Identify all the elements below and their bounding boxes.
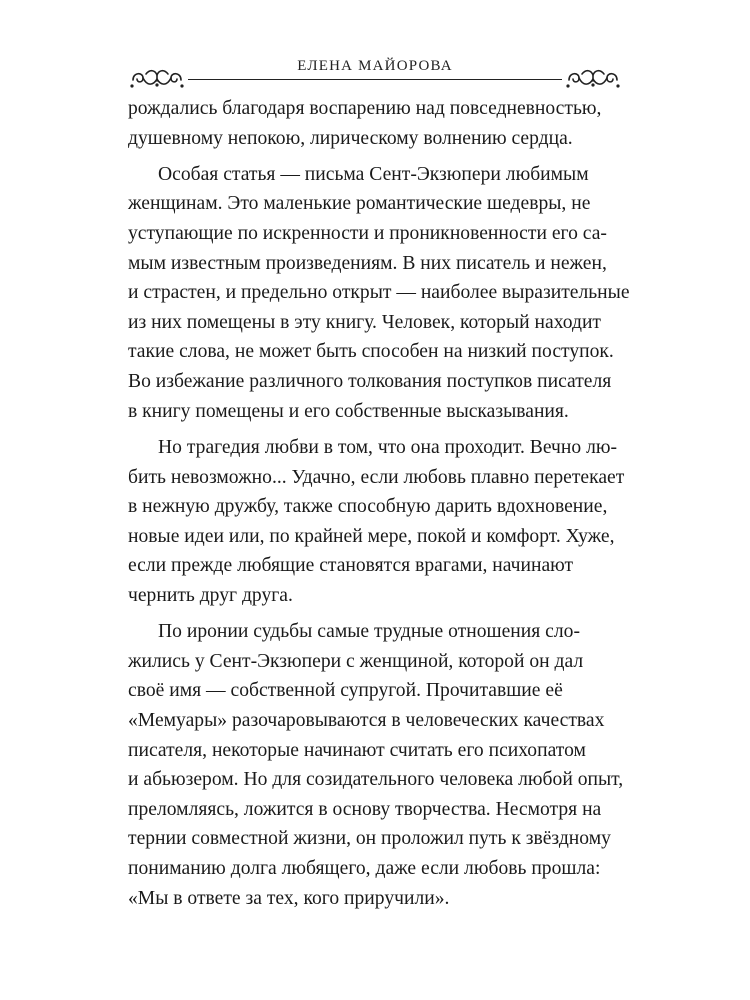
paragraph bbox=[128, 94, 630, 153]
running-header bbox=[128, 54, 622, 84]
text-line: если прежде любящие становятся врагами, начинают bbox=[128, 555, 574, 577]
text-line: мым известным произведениям. В них писатель и нежен, bbox=[128, 252, 607, 274]
text-line: писателя, некоторые начинают считать его психопатом bbox=[128, 739, 586, 761]
text-line: По иронии судьбы самые трудные отношения сло- bbox=[158, 621, 580, 643]
paragraph bbox=[128, 617, 630, 913]
text-line: преломляясь, ложится в основу творчества. Несмотря на bbox=[128, 798, 602, 820]
header-rule bbox=[188, 79, 562, 80]
text-line: Но трагедия любви в том, что она проходит. Вечно лю- bbox=[158, 436, 618, 458]
text-line: своё имя — собственной супругой. Прочитавшие её bbox=[128, 680, 563, 702]
text-line: чернить друг друга. bbox=[128, 584, 293, 606]
text-line: душевному непокою, лирическому волнению сердца. bbox=[128, 127, 573, 149]
text-line: в книгу помещены и его собственные высказывания. bbox=[128, 400, 569, 422]
text-line: новые идеи или, по крайней мере, покой и комфорт. Хуже, bbox=[128, 525, 615, 547]
text-line: «Мы в ответе за тех, кого приручили». bbox=[128, 887, 450, 909]
text-line: «Мемуары» разочаровываются в человеческих качествах bbox=[128, 709, 605, 731]
text-line: женщинам. Это маленькие романтические шедевры, не bbox=[128, 193, 591, 215]
text-line: в нежную дружбу, также способную дарить вдохновение, bbox=[128, 496, 608, 518]
text-line: и страстен, и предельно открыт — наиболее выразительные bbox=[128, 282, 630, 304]
text-line: и абьюзером. Но для созидательного человека любой опыт, bbox=[128, 769, 624, 791]
paragraph bbox=[128, 160, 630, 426]
text-line: тернии совместной жизни, он проложил путь к звёздному bbox=[128, 828, 611, 850]
text-line: из них помещены в эту книгу. Человек, который находит bbox=[128, 311, 601, 333]
paragraph bbox=[128, 433, 630, 611]
text-line: Особая статья — письма Сент-Экзюпери любимым bbox=[158, 163, 589, 185]
text-line: такие слова, не может быть способен на низкий поступок. bbox=[128, 341, 614, 363]
text-line: пониманию долга любящего, даже если любовь прошла: bbox=[128, 857, 601, 879]
header-title: ЕЛЕНА МАЙОРОВА bbox=[297, 58, 453, 74]
body-text bbox=[128, 94, 630, 913]
scroll-ornament-icon bbox=[564, 66, 622, 92]
text-line: Во избежание различного толкования поступков писателя bbox=[128, 371, 612, 393]
text-line: бить невозможно... Удачно, если любовь плавно перетекает bbox=[128, 466, 625, 488]
text-line: уступающие по искренности и проникновенности его са- bbox=[128, 223, 607, 245]
text-line: жились у Сент-Экзюпери с женщиной, которой он дал bbox=[128, 650, 584, 672]
text-line: рождались благодаря воспарению над повседневностью, bbox=[128, 98, 602, 119]
